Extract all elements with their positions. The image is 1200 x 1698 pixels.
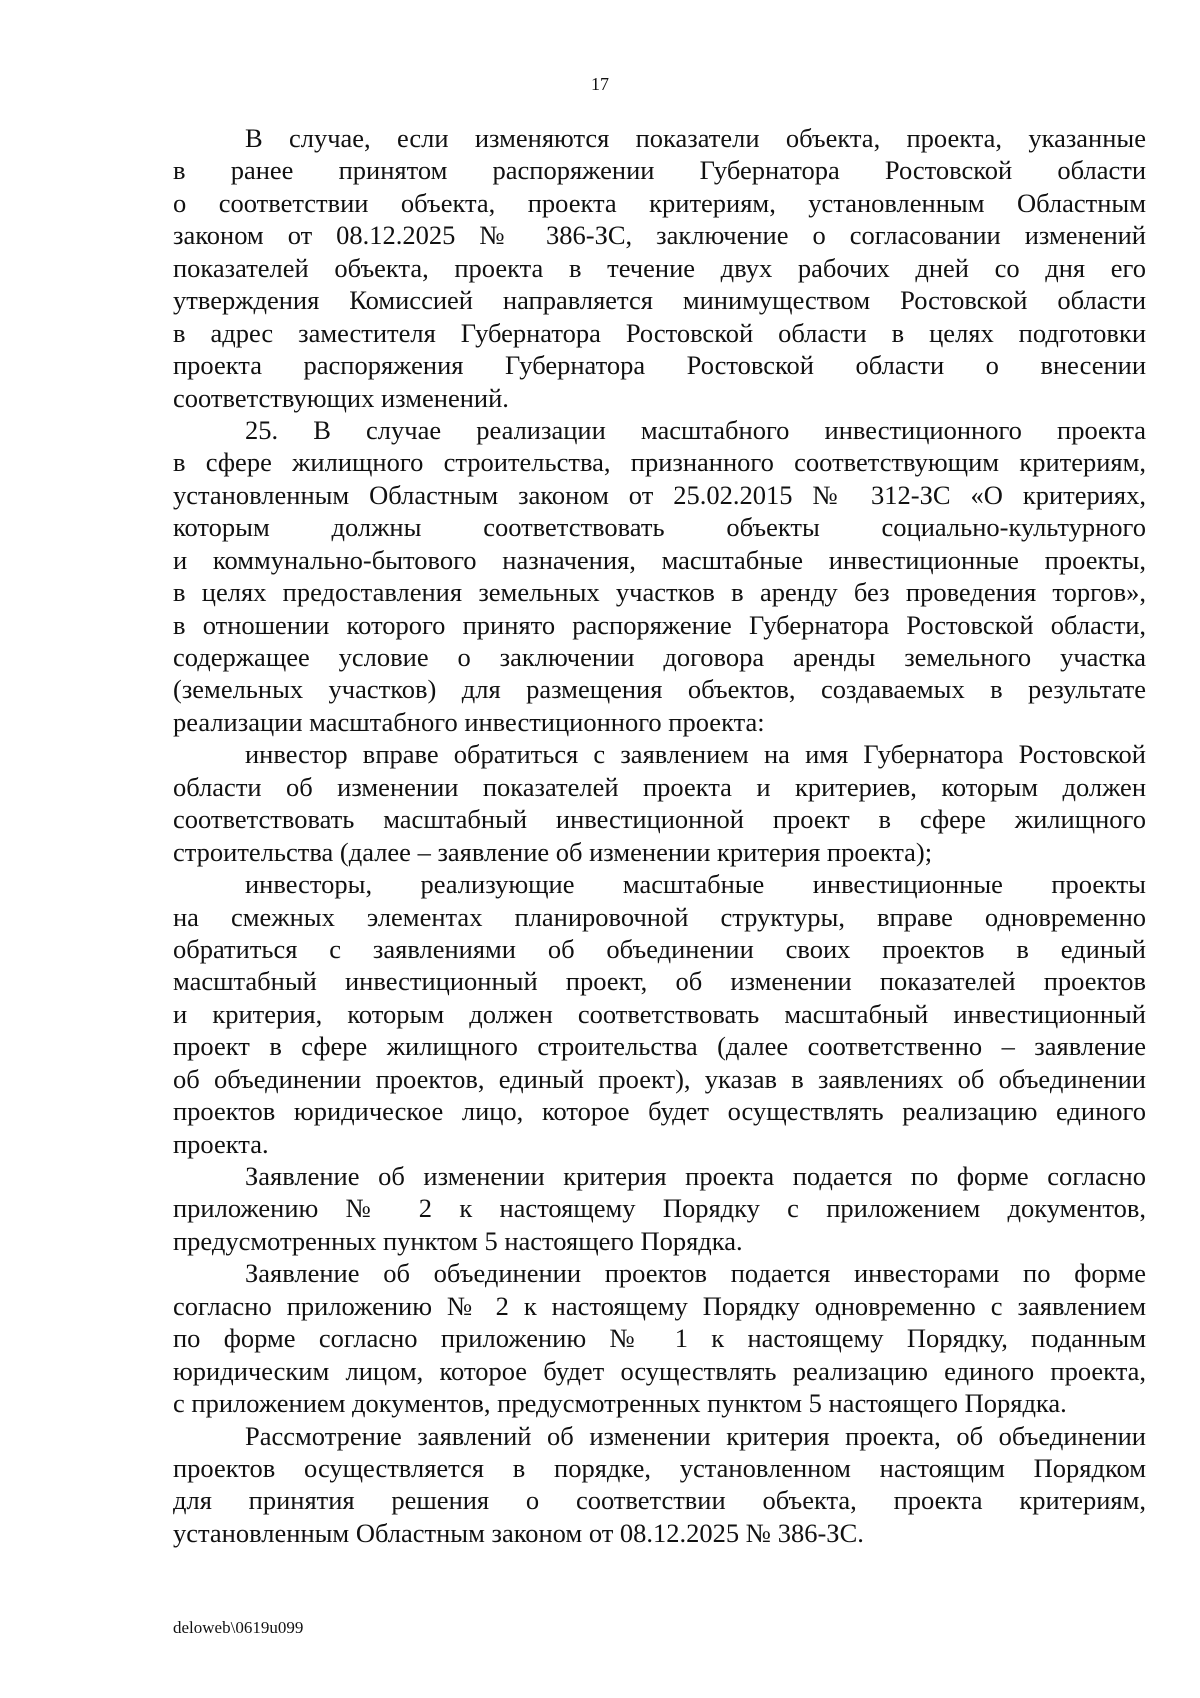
- page-number: 17: [591, 74, 609, 94]
- text-line: реализации масштабного инвестиционного проекта:: [173, 706, 765, 737]
- text-line: проектов осуществляется в порядке, установленном настоящим Порядком: [173, 1452, 1146, 1483]
- text-line: Рассмотрение заявлений об изменении критерия проекта, об объединении: [245, 1420, 1146, 1451]
- text-line: проекта.: [173, 1128, 269, 1159]
- text-line: содержащее условие о заключении договора аренды земельного участка: [173, 642, 1146, 672]
- text-line: для принятия решения о соответствии объекта, проекта критериям,: [173, 1485, 1146, 1516]
- text-line: инвестор вправе обратиться с заявлением на имя Губернатора Ростовской: [245, 739, 1146, 770]
- text-line: масштабный инвестиционный проект, об изменении показателей проектов: [173, 966, 1146, 997]
- text-line: 25. В случае реализации масштабного инвестиционного проекта: [245, 414, 1146, 445]
- text-line: с приложением документов, предусмотренных пунктом 5 настоящего Порядка.: [173, 1388, 1067, 1419]
- text-line: соответствующих изменений.: [173, 382, 509, 413]
- text-line: и критерия, которым должен соответствовать масштабный инвестиционный: [173, 998, 1146, 1029]
- text-line: в адрес заместителя Губернатора Ростовской области в целях подготовки: [173, 317, 1146, 348]
- text-line: проектов юридическое лицо, которое будет осуществлять реализацию единого: [173, 1096, 1146, 1127]
- text-line: которым должны соответствовать объекты социально-культурного: [173, 512, 1146, 543]
- document-code: deloweb\0619u099: [173, 1618, 304, 1637]
- text-line: о соответствии объекта, проекта критериям, установленным Областным: [173, 187, 1146, 218]
- text-line: в сфере жилищного строительства, признанного соответствующим критериям,: [173, 447, 1146, 478]
- text-line: в целях предоставления земельных участков в аренду без проведения торгов»,: [173, 577, 1146, 608]
- text-line: юридическим лицом, которое будет осуществлять реализацию единого проекта,: [173, 1355, 1146, 1386]
- text-line: области об изменении показателей проекта и критериев, которым должен: [173, 771, 1146, 802]
- text-line: обратиться с заявлениями об объединении своих проектов в единый: [173, 933, 1146, 964]
- text-line: утверждения Комиссией направляется минимуществом Ростовской области: [173, 285, 1146, 316]
- document-body: [173, 122, 1146, 1549]
- text-line: согласно приложению № 2 к настоящему Порядку одновременно с заявлением: [173, 1290, 1146, 1321]
- text-line: законом от 08.12.2025 № 386-ЗС, заключение о согласовании изменений: [173, 220, 1146, 251]
- text-line: по форме согласно приложению № 1 к настоящему Порядку, поданным: [173, 1323, 1146, 1354]
- text-line: проект в сфере жилищного строительства (далее соответственно – заявление: [173, 1031, 1146, 1062]
- text-line: (земельных участков) для размещения объектов, создаваемых в результате: [173, 674, 1146, 705]
- text-line: предусмотренных пунктом 5 настоящего Порядка.: [173, 1225, 743, 1256]
- text-line: показателей объекта, проекта в течение двух рабочих дней со дня его: [173, 252, 1146, 283]
- text-line: и коммунально-бытового назначения, масштабные инвестиционные проекты,: [173, 544, 1146, 575]
- text-line: установленным Областным законом от 25.02.2015 № 312-ЗС «О критериях,: [173, 479, 1146, 510]
- text-line: строительства (далее – заявление об изменении критерия проекта);: [173, 836, 933, 867]
- text-line: в отношении которого принято распоряжение Губернатора Ростовской области,: [173, 609, 1146, 640]
- text-line: в ранее принятом распоряжении Губернатора Ростовской области: [173, 155, 1146, 186]
- text-line: на смежных элементах планировочной структуры, вправе одновременно: [173, 901, 1146, 932]
- text-line: приложению № 2 к настоящему Порядку с приложением документов,: [173, 1193, 1146, 1224]
- text-line: установленным Областным законом от 08.12.2025 № 386-ЗС.: [173, 1517, 864, 1548]
- text-line: проекта распоряжения Губернатора Ростовской области о внесении: [173, 350, 1146, 381]
- text-line: об объединении проектов, единый проект), указав в заявлениях об объединении: [173, 1063, 1146, 1094]
- text-line: В случае, если изменяются показатели объекта, проекта, указанные: [245, 123, 1146, 153]
- text-line: Заявление об объединении проектов подается инвесторами по форме: [245, 1258, 1146, 1289]
- text-line: инвесторы, реализующие масштабные инвестиционные проекты: [245, 869, 1146, 900]
- text-line: соответствовать масштабный инвестиционной проект в сфере жилищного: [173, 804, 1146, 835]
- text-line: Заявление об изменении критерия проекта подается по форме согласно: [245, 1161, 1146, 1191]
